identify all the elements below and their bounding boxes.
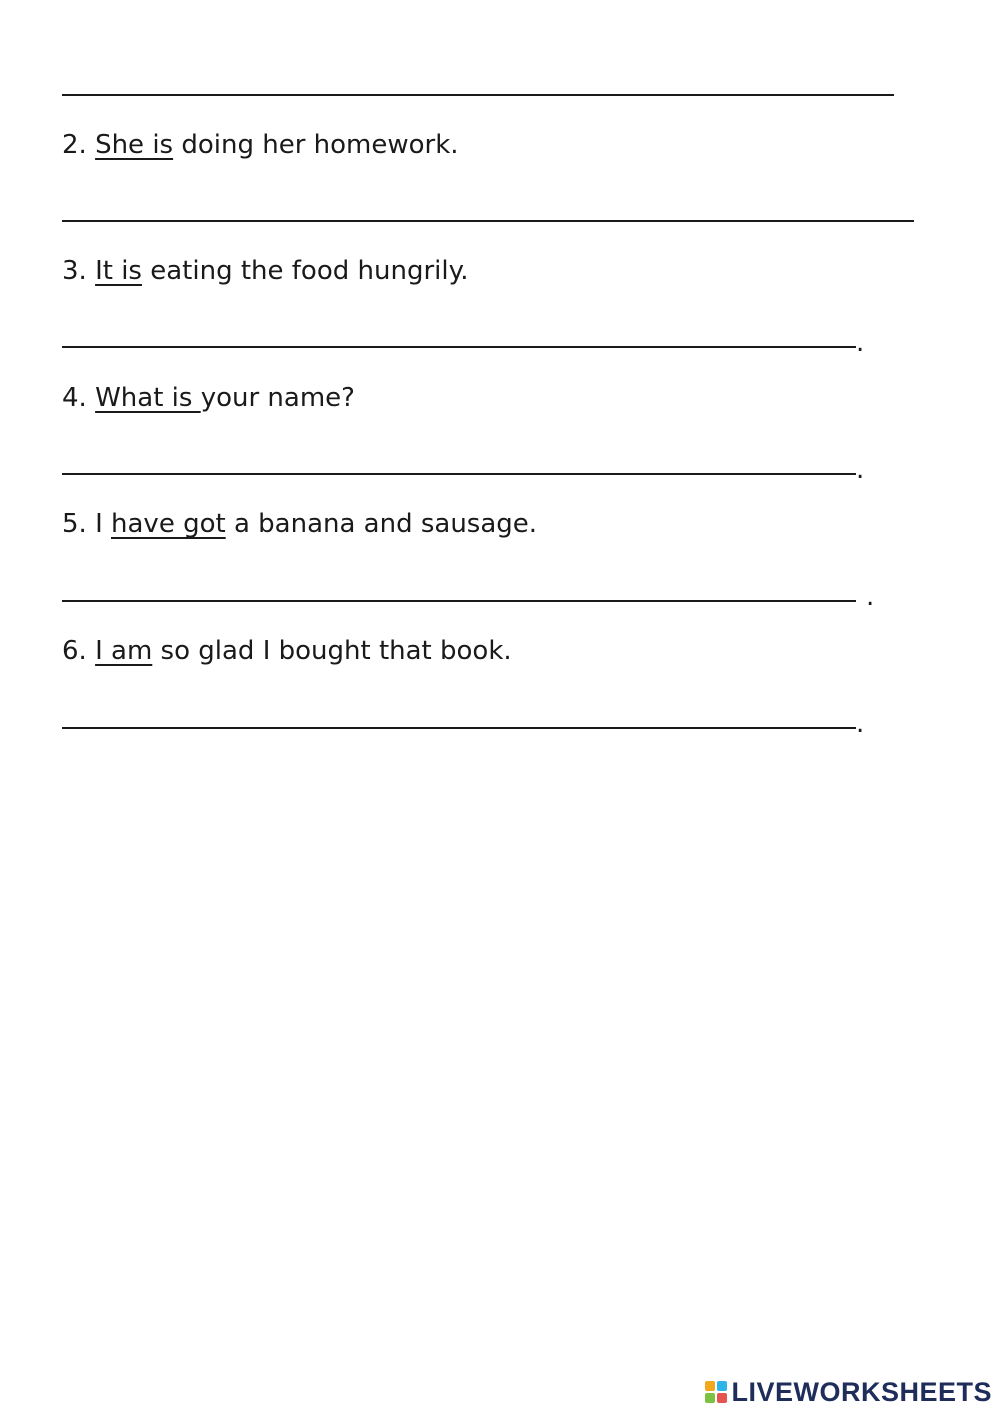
underlined-words: have got <box>111 509 226 539</box>
question-6 <box>62 638 512 664</box>
brand-name: LIVEWORKSHEETS <box>731 1376 992 1407</box>
line-end-period: . <box>856 328 865 358</box>
question-text: doing her homework. <box>173 130 459 160</box>
underlined-words: I am <box>95 636 153 666</box>
question-number: 4. <box>62 383 87 413</box>
underlined-words: What is <box>95 383 201 413</box>
line-end-period: . <box>866 582 875 612</box>
logo-square <box>717 1381 727 1391</box>
question-number: 3. <box>62 256 87 286</box>
line-end-period: . <box>856 455 865 485</box>
underlined-words: It is <box>95 256 142 286</box>
question-text: eating the food hungrily. <box>141 256 469 286</box>
question-5 <box>62 511 537 537</box>
underlined-words: She is <box>95 130 174 160</box>
answer-line-3[interactable] <box>62 346 856 348</box>
question-4 <box>62 385 355 411</box>
logo-square <box>705 1381 715 1391</box>
question-number: 5. <box>62 509 87 539</box>
question-prefix: I <box>95 509 112 539</box>
logo-square <box>717 1393 727 1403</box>
question-3 <box>62 258 469 284</box>
question-text: your name? <box>200 383 355 413</box>
logo-square <box>705 1393 715 1403</box>
answer-line-2[interactable] <box>62 220 914 222</box>
line-end-period: . <box>856 709 865 739</box>
question-number: 6. <box>62 636 87 666</box>
question-2 <box>62 132 459 158</box>
answer-line-6[interactable] <box>62 727 856 729</box>
answer-line-4[interactable] <box>62 473 856 475</box>
liveworksheets-logo-icon <box>705 1381 727 1403</box>
answer-line-5[interactable] <box>62 600 856 602</box>
question-number: 2. <box>62 130 87 160</box>
liveworksheets-logo <box>705 1377 992 1407</box>
answer-line-1[interactable] <box>62 94 894 96</box>
question-text: a banana and sausage. <box>225 509 538 539</box>
question-text: so glad I bought that book. <box>152 636 512 666</box>
